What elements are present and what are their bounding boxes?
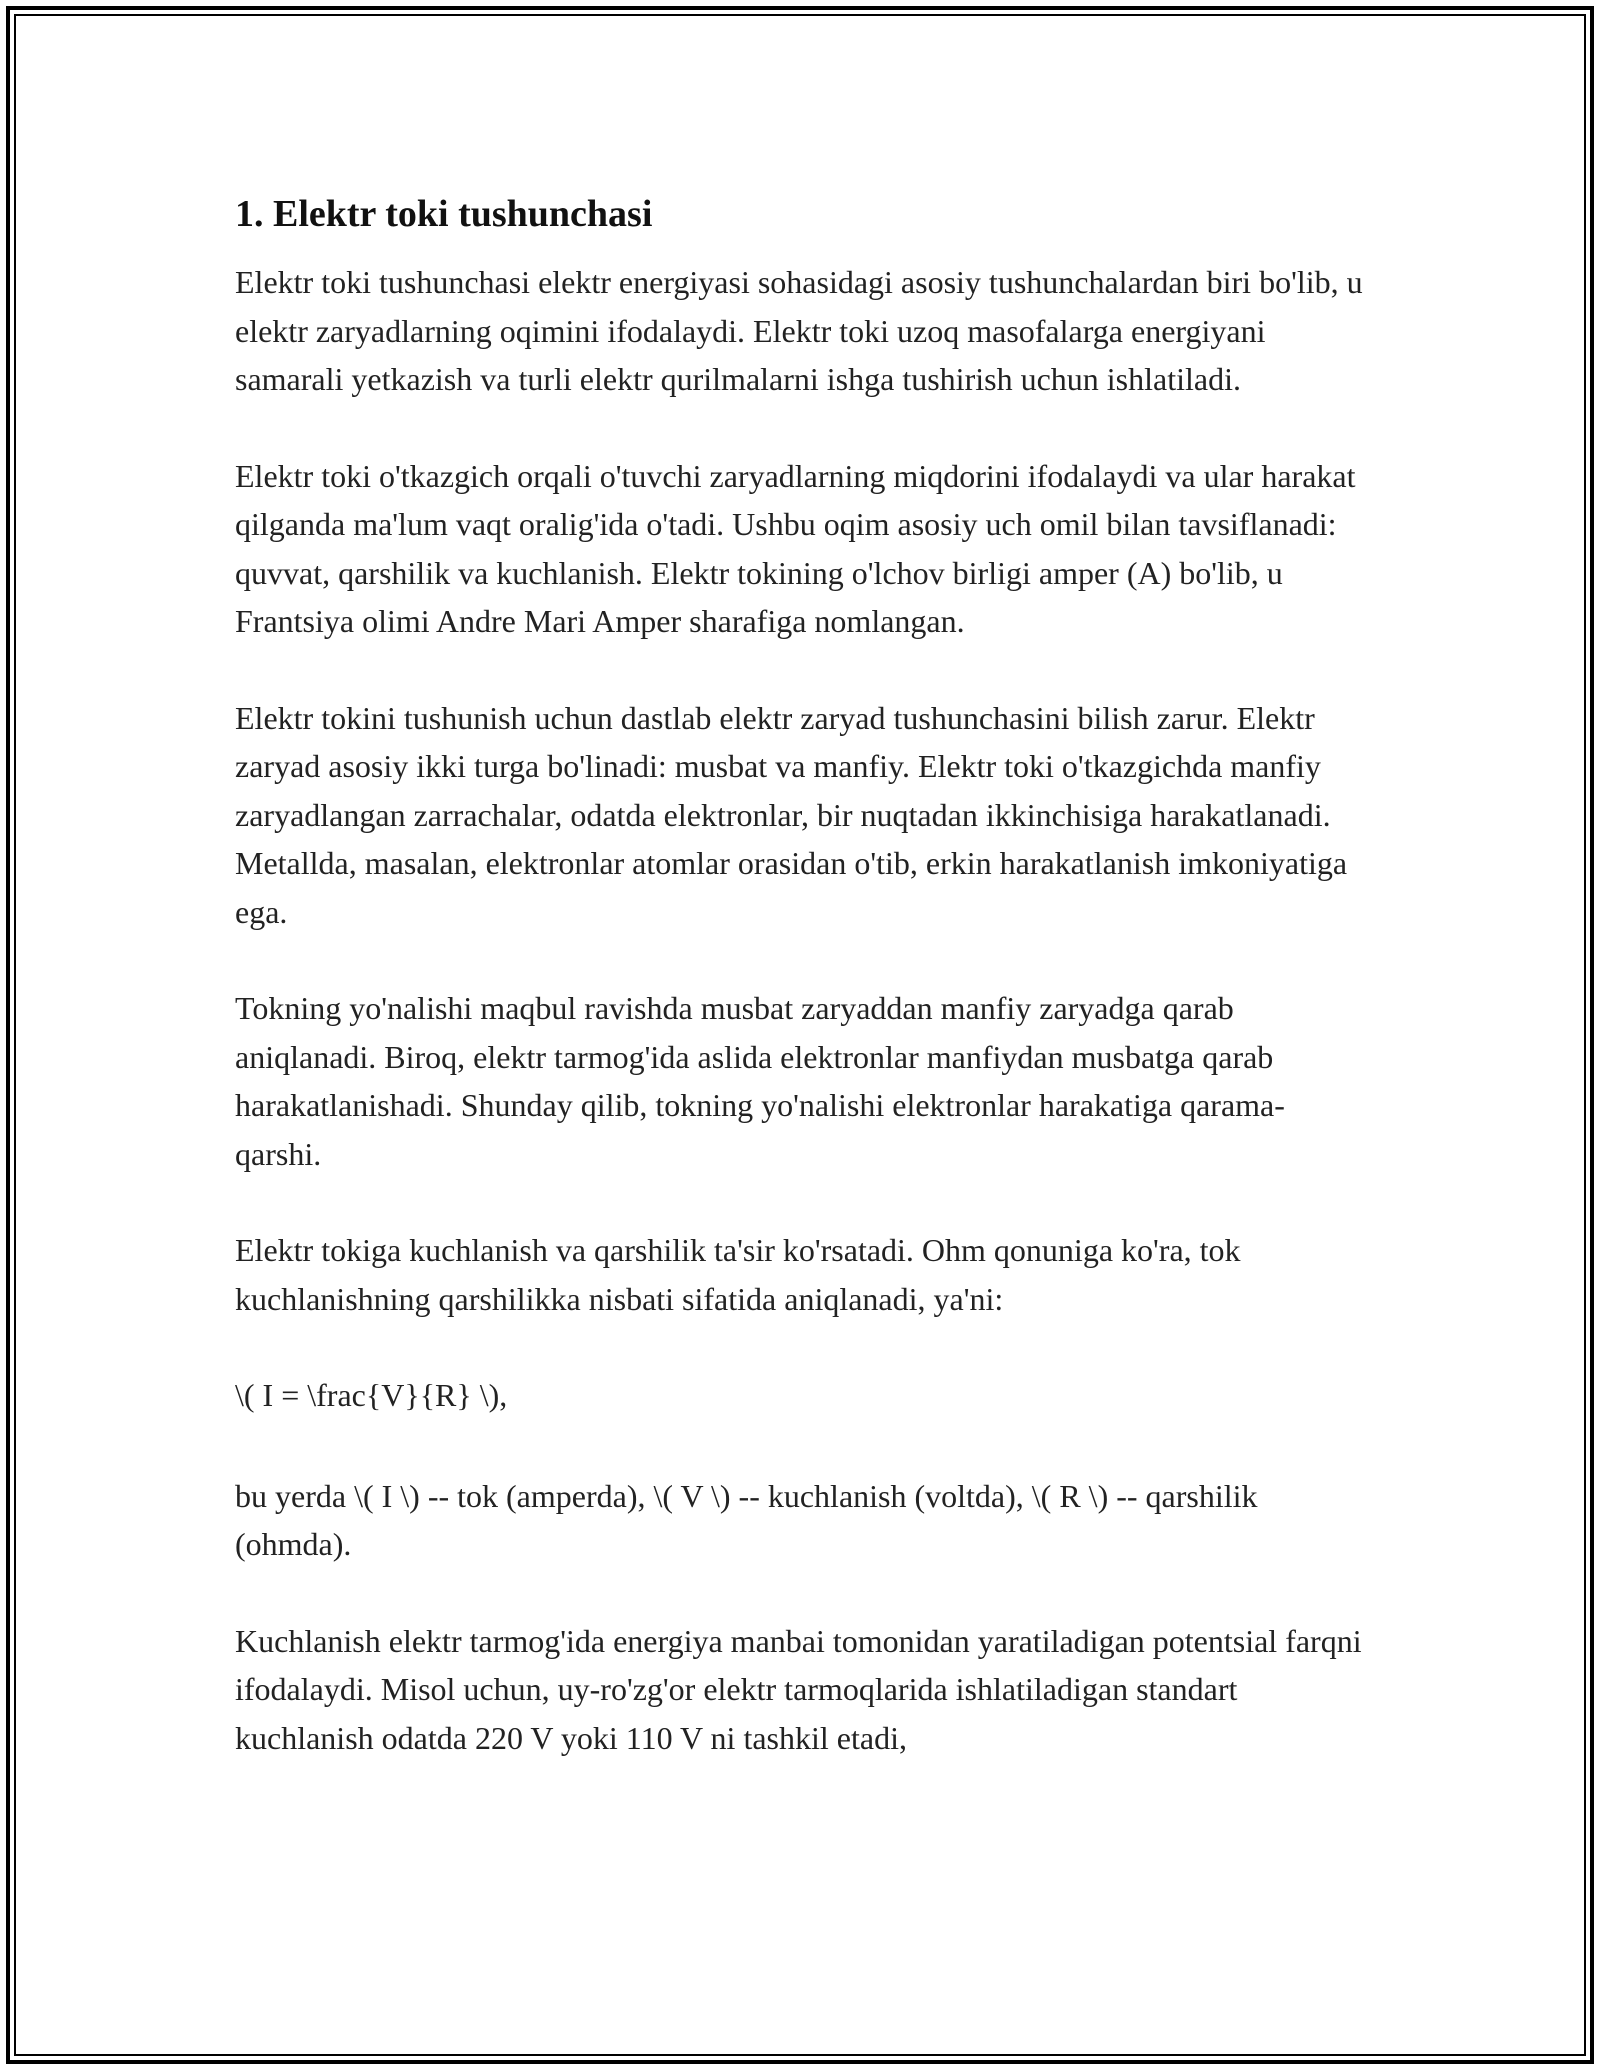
section-heading: 1. Elektr toki tushunchasi — [235, 193, 653, 235]
formula-ohms-law: \( I = \frac{V}{R} \), — [235, 1377, 508, 1413]
document-body — [235, 188, 1365, 1810]
paragraph-direction: Tokning yo'nalishi maqbul ravishda musbat zaryaddan manfiy zaryadga qarab aniqlanadi. Biroq, elektr tarmog'ida aslida elektronlar manfiydan musbatga qarab harakatlanishadi. Shunday qilib, tokning yo'nalishi elektronlar harakatiga qarama-qarshi. — [235, 990, 1285, 1172]
paragraph-variables: bu yerda \( I \) -- tok (amperda), \( V \) -- kuchlanish (voltda), \( R \) -- qarshilik (ohmda). — [235, 1477, 1258, 1562]
paragraph-charge: Elektr tokini tushunish uchun dastlab elektr zaryad tushunchasini bilish zarur. Elektr zaryad asosiy ikki turga bo'linadi: musbat va manfiy. Elektr toki o'tkazgichda manfiy zaryadlangan zarrachalar, odatda elektronlar, bir nuqtadan ikkinchisiga harakatlanadi. Metallda, masalan, elektronlar atomlar orasidan o'tib, erkin harakatlanish imkoniyatiga ega. — [235, 699, 1348, 930]
paragraph-ohms-law: Elektr tokiga kuchlanish va qarshilik ta'sir ko'rsatadi. Ohm qonuniga ko'ra, tok kuchlanishning qarshilikka nisbati sifatida aniqlanadi, ya'ni: — [235, 1232, 1241, 1317]
paragraph-conductor: Elektr toki o'tkazgich orqali o'tuvchi zaryadlarning miqdorini ifodalaydi va ular harakat qilganda ma'lum vaqt oralig'ida o'tadi. Ushbu oqim asosiy uch omil bilan tavsiflanadi: quvvat, qarshilik va kuchlanish. Elektr tokining o'lchov birligi amper (A) bo'lib, u Frantsiya olimi Andre Mari Amper sharafiga nomlangan. — [235, 457, 1356, 639]
paragraph-voltage: Kuchlanish elektr tarmog'ida energiya manbai tomonidan yaratiladigan potentsial farqni ifodalaydi. Misol uchun, uy-ro'zg'or elektr tarmoqlarida ishlatiladigan standart kuchlanish odatda 220 V yoki 110 V ni tashkil etadi, — [235, 1622, 1362, 1756]
paragraph-intro: Elektr toki tushunchasi elektr energiyasi sohasidagi asosiy tushunchalardan biri bo'lib, u elektr zaryadlarning oqimini ifodalaydi. Elektr toki uzoq masofalarga energiyani samarali yetkazish va turli elektr qurilmalarni ishga tushirish uchun ishlatiladi. — [235, 264, 1363, 397]
